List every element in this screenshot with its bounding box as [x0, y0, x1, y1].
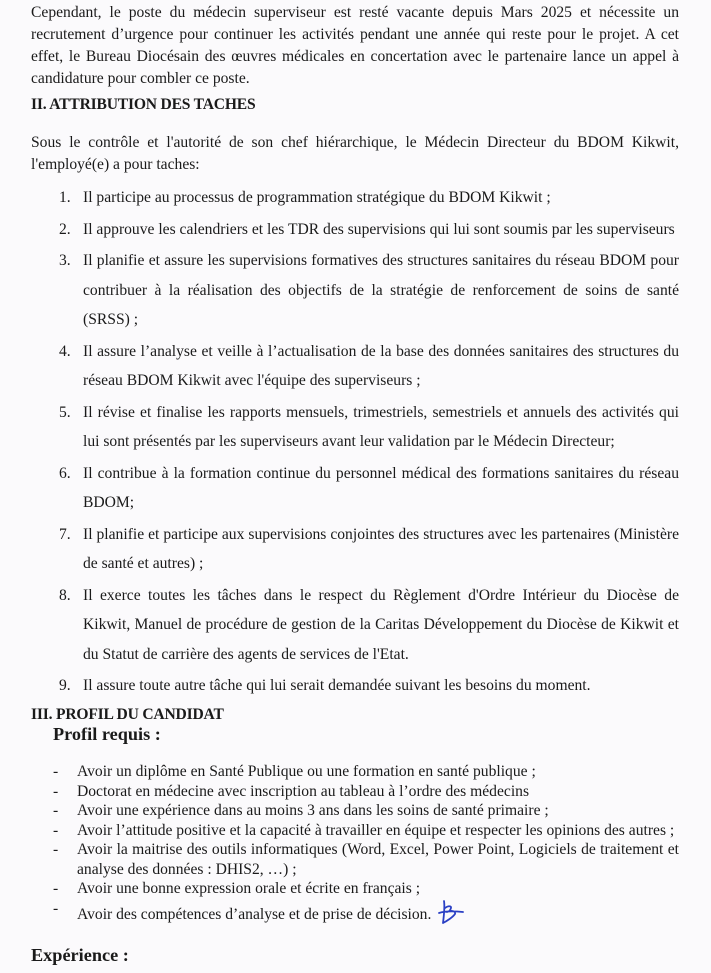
task-item [31, 337, 679, 396]
requirement-text: Avoir l’attitude positive et la capacité à travailler en équipe et respecter les opinions des autres ; [77, 821, 675, 839]
task-text: Il exerce toutes les tâches dans le respect du Règlement d'Ordre Intérieur du Diocèse de Kikwit, Manuel de procédure de gestion de la Caritas Développement du Diocèse de Kikwit et du Statut de carrière des agents de services de l'Etat. [83, 586, 679, 663]
task-number: 4. [59, 342, 71, 360]
task-number: 2. [59, 220, 71, 238]
task-item [31, 459, 679, 518]
task-item [31, 671, 679, 701]
bullet-dash: - [53, 899, 59, 917]
task-number: 8. [59, 586, 71, 604]
bullet-dash: - [53, 763, 59, 780]
task-text: Il approuve les calendriers et les TDR des supervisions qui lui sont soumis par les superviseurs [83, 220, 675, 238]
section-3-heading: III. PROFIL DU CANDIDAT [31, 706, 224, 723]
task-text: Il contribue à la formation continue du personnel médical des formations sanitaires du réseau BDOM; [83, 464, 679, 511]
requirement-item [52, 782, 679, 802]
task-item [31, 183, 679, 213]
intro-paragraph: Cependant, le poste du médecin superviseur est resté vacante depuis Mars 2025 et nécessite un recrutement d’urgence pour continuer les activités pendant une année qui reste pour le projet. A cet effet, le Bureau Diocésain des œuvres médicales en concertation avec le partenaire lance un appel à candidature pour combler ce poste. [31, 4, 679, 87]
requirement-text: Avoir la maitrise des outils informatiques (Word, Excel, Power Point, Logiciels de traitement et analyse des données : DHIS2, …) ; [77, 841, 679, 878]
profile-required-subheading: Profil requis : [53, 724, 161, 744]
requirement-text: Avoir une expérience dans au moins 3 ans dans les soins de santé primaire ; [77, 802, 549, 819]
task-text: Il révise et finalise les rapports mensuels, trimestriels, semestriels et annuels des activités qui lui sont présentés par les superviseurs avant leur validation par le Médecin Directeur; [83, 403, 679, 450]
bullet-dash: - [53, 782, 59, 800]
requirement-text: Doctorat en médecine avec inscription au tableau à l’ordre des médecins [77, 782, 530, 800]
handwritten-initials-icon [435, 899, 465, 931]
requirement-item [52, 879, 679, 899]
section-2-heading: II. ATTRIBUTION DES TACHES [31, 96, 256, 113]
task-item [31, 581, 679, 670]
task-item [31, 398, 679, 457]
bullet-dash: - [53, 841, 59, 858]
experience-heading: Expérience : [31, 945, 129, 965]
task-text: Il participe au processus de programmation stratégique du BDOM Kikwit ; [83, 189, 551, 206]
task-number: 5. [59, 403, 71, 421]
task-number: 6. [59, 464, 71, 482]
task-text: Il planifie et participe aux supervisions conjointes des structures avec les partenaires (Ministère de santé et autres) ; [83, 525, 679, 572]
bullet-dash: - [53, 821, 59, 839]
section-2-lead: Sous le contrôle et l'autorité de son chef hiérarchique, le Médecin Directeur du BDOM Kikwit, l'employé(e) a pour taches: [31, 134, 679, 173]
task-item [31, 246, 679, 335]
requirement-text: Avoir une bonne expression orale et écrite en français ; [77, 880, 421, 897]
requirement-item [52, 899, 679, 931]
task-number: 1. [59, 189, 71, 206]
requirement-item [52, 762, 679, 782]
requirement-item [52, 821, 679, 841]
task-number: 7. [59, 525, 71, 543]
requirements-list [52, 762, 679, 930]
task-text: Il assure l’analyse et veille à l’actualisation de la base des données sanitaires des structures du réseau BDOM Kikwit avec l'équipe des superviseurs ; [83, 342, 679, 389]
tasks-list [31, 183, 679, 703]
task-text: Il assure toute autre tâche qui lui serait demandée suivant les besoins du moment. [83, 677, 591, 694]
task-text: Il planifie et assure les supervisions formatives des structures sanitaires du réseau BDOM pour contribuer à la réalisation des objectifs de la stratégie de renforcement de soins de santé (SRSS) ; [83, 252, 679, 328]
bullet-dash: - [53, 880, 59, 897]
requirement-item [52, 840, 679, 879]
requirement-text: Avoir un diplôme en Santé Publique ou une formation en santé publique ; [77, 763, 536, 780]
task-number: 3. [59, 252, 71, 269]
task-number: 9. [59, 677, 71, 694]
task-item [31, 520, 679, 579]
task-item [31, 215, 679, 245]
bullet-dash: - [53, 802, 59, 819]
requirement-text: Avoir des compétences d’analyse et de prise de décision. [77, 905, 432, 923]
requirement-item [52, 801, 679, 821]
